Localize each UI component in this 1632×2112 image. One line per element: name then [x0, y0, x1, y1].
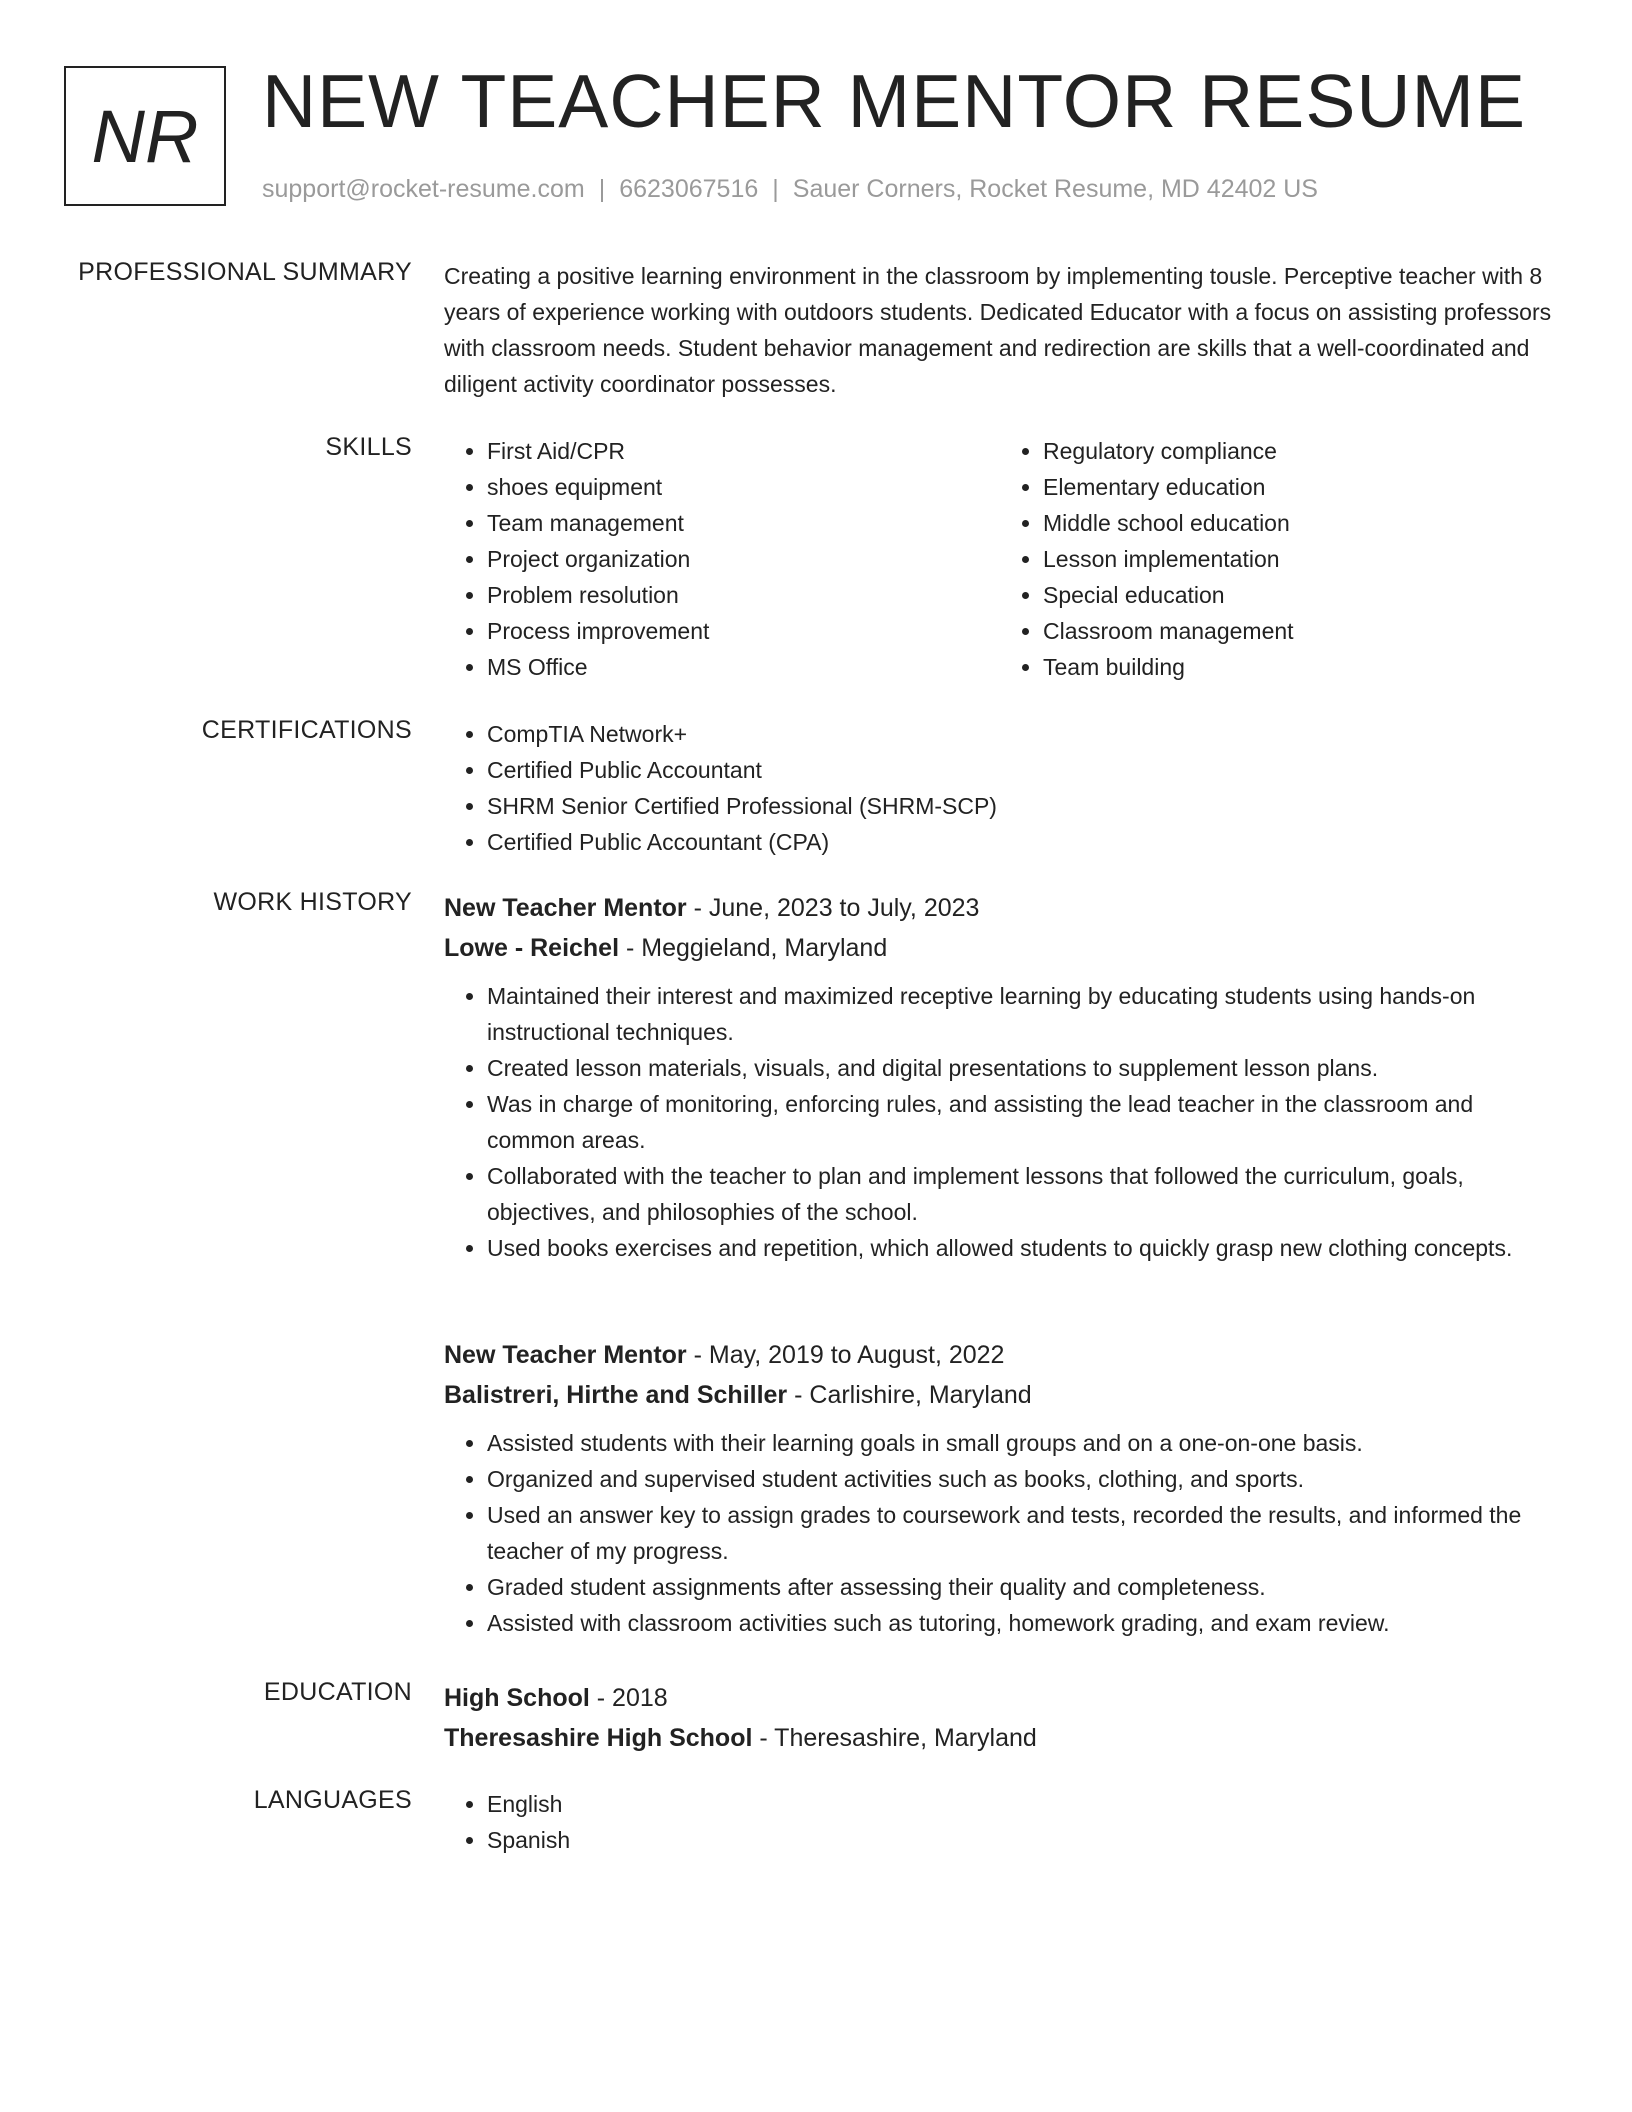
skill-item: • Regulatory compliance: [1043, 433, 1556, 469]
language-item: • Spanish: [487, 1822, 1556, 1858]
company-location: - Meggieland, Maryland: [619, 934, 888, 962]
skill-item: • First Aid/CPR: [487, 433, 1000, 469]
contact-line: [262, 175, 1318, 204]
summary-text: Creating a positive learning environment in the classroom by implementing tousle. Perceptive teacher with 8 years of experience working with outdoors students. Dedicated Educator with a focus on assisting professors with classroom needs. Student behavior management and redirection are skills that a well-coordinated and diligent activity coordinator possesses.: [444, 263, 1552, 397]
education-year: - 2018: [589, 1684, 668, 1712]
email-link[interactable]: support@rocket-resume.com: [262, 175, 585, 203]
section-label-certifications: CERTIFICATIONS: [201, 716, 412, 744]
skill-item: • shoes equipment: [487, 469, 1000, 505]
section-label-languages: LANGUAGES: [253, 1786, 412, 1814]
phone-number: 6623067516: [619, 175, 759, 203]
certification-item: • Certified Public Accountant (CPA): [487, 824, 1556, 860]
job-bullet: • Used an answer key to assign grades to coursework and tests, recorded the results, and informed the teacher of my progress.: [487, 1497, 1556, 1569]
company-line: [444, 928, 1556, 968]
skill-item: • Problem resolution: [487, 577, 1000, 613]
job-title: New Teacher Mentor: [444, 894, 687, 922]
job-title-line: [444, 888, 1556, 928]
section-label-summary: PROFESSIONAL SUMMARY: [78, 258, 412, 286]
school-location: - Theresashire, Maryland: [752, 1724, 1037, 1752]
job-bullet: • Collaborated with the teacher to plan and implement lessons that followed the curriculum, goals, objectives, and philosophies of the school.: [487, 1158, 1556, 1230]
job-bullet: • Used books exercises and repetition, which allowed students to quickly grasp new clothing concepts.: [487, 1230, 1556, 1266]
job-bullet: • Assisted students with their learning goals in small groups and on a one-on-one basis.: [487, 1425, 1556, 1461]
company-location: - Carlishire, Maryland: [787, 1381, 1032, 1409]
skill-item: • Lesson implementation: [1043, 541, 1556, 577]
skill-item: • Team building: [1043, 649, 1556, 685]
certification-item: • Certified Public Accountant: [487, 752, 1556, 788]
job-title: New Teacher Mentor: [444, 1341, 687, 1369]
skill-item: • Team management: [487, 505, 1000, 541]
job-title-line: [444, 1335, 1556, 1375]
skill-item: • Project organization: [487, 541, 1000, 577]
job-bullet: • Organized and supervised student activities such as books, clothing, and sports.: [487, 1461, 1556, 1497]
skills-list-left: [444, 433, 1000, 685]
job-bullet: • Maintained their interest and maximized receptive learning by educating students using hands-on instructional techniques.: [487, 978, 1556, 1050]
company-name: Lowe - Reichel: [444, 934, 620, 962]
monogram: NR: [64, 66, 226, 206]
certification-item: • CompTIA Network+: [487, 716, 1556, 752]
address: Sauer Corners, Rocket Resume, MD 42402 US: [792, 175, 1318, 203]
job-bullet: • Was in charge of monitoring, enforcing rules, and assisting the lead teacher in the classroom and common areas.: [487, 1086, 1556, 1158]
job-bullet: • Graded student assignments after assessing their quality and completeness.: [487, 1569, 1556, 1605]
separator: |: [772, 175, 779, 203]
company-name: Balistreri, Hirthe and Schiller: [444, 1381, 788, 1409]
job-entry: [444, 1335, 1556, 1641]
degree: High School: [444, 1684, 590, 1712]
skill-item: • Process improvement: [487, 613, 1000, 649]
degree-line: [444, 1678, 1556, 1718]
skill-item: • MS Office: [487, 649, 1000, 685]
separator: |: [598, 175, 606, 203]
section-label-education: EDUCATION: [263, 1678, 412, 1706]
certifications-list: [444, 716, 1556, 860]
section-label-skills: SKILLS: [325, 433, 412, 461]
job-bullets: [444, 1425, 1556, 1641]
skills-list-right: [1000, 433, 1556, 685]
school-name: Theresashire High School: [444, 1724, 753, 1752]
job-bullets: [444, 978, 1556, 1266]
certification-item: • SHRM Senior Certified Professional (SHRM-SCP): [487, 788, 1556, 824]
job-bullet: • Created lesson materials, visuals, and digital presentations to supplement lesson plans.: [487, 1050, 1556, 1086]
job-dates: - June, 2023 to July, 2023: [686, 894, 980, 922]
job-dates: - May, 2019 to August, 2022: [686, 1341, 1005, 1369]
school-line: [444, 1718, 1556, 1758]
language-item: • English: [487, 1786, 1556, 1822]
skill-item: • Elementary education: [1043, 469, 1556, 505]
job-bullet: • Assisted with classroom activities such as tutoring, homework grading, and exam review.: [487, 1605, 1556, 1641]
skill-item: • Special education: [1043, 577, 1556, 613]
languages-list: [444, 1786, 1556, 1858]
skill-item: • Classroom management: [1043, 613, 1556, 649]
job-entry: [444, 888, 1556, 1266]
skill-item: • Middle school education: [1043, 505, 1556, 541]
company-line: [444, 1375, 1556, 1415]
page-title: NEW TEACHER MENTOR RESUME: [262, 59, 1527, 143]
section-label-work-history: WORK HISTORY: [213, 888, 412, 916]
